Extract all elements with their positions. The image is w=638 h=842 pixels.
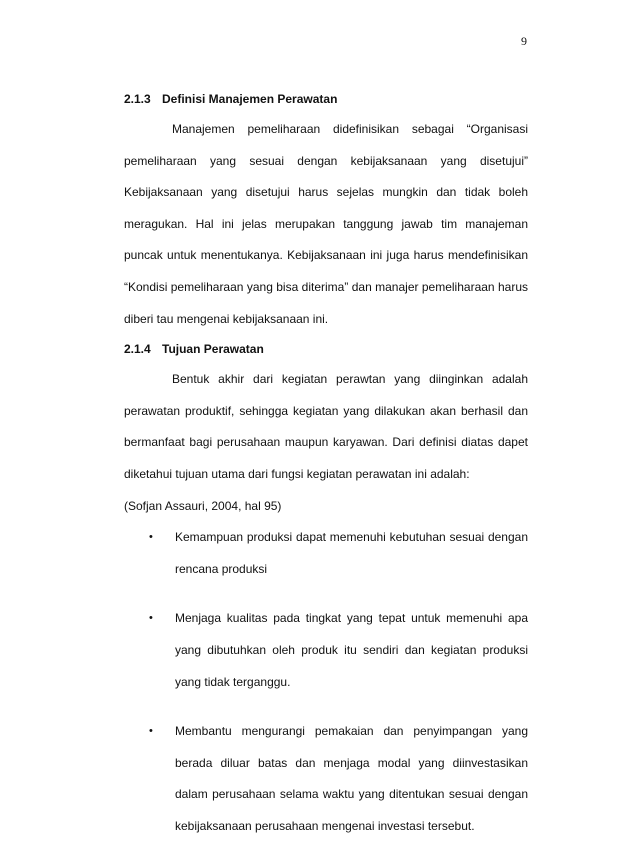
bullet-icon: • xyxy=(149,612,153,625)
section-heading-2-1-3 xyxy=(124,89,528,110)
citation: (Sofjan Assauri, 2004, hal 95) xyxy=(124,498,282,513)
bullet-list xyxy=(124,522,528,842)
section-number: 2.1.4 xyxy=(124,342,151,357)
bullet-icon: • xyxy=(149,725,153,738)
list-item-text: Menjaga kualitas pada tingkat yang tepat untuk memenuhi apa yang dibutuhkan oleh produk itu sendiri dan kegiatan produksi yang tidak terganggu. xyxy=(175,611,528,689)
list-item xyxy=(124,716,528,842)
section-number: 2.1.3 xyxy=(124,92,151,106)
list-item xyxy=(124,522,528,585)
section-heading-2-1-4 xyxy=(124,339,528,360)
list-item-text: Membantu mengurangi pemakaian dan penyimpangan yang berada diluar batas dan menjaga modal yang diinvestasikan dalam perusahaan selama waktu yang ditentukan sesuai dengan kebijaksanaan perusahaan mengenai investasi tersebut. xyxy=(175,724,528,833)
list-item-text: Kemampuan produksi dapat memenuhi kebutuhan sesuai dengan rencana produksi xyxy=(175,530,528,576)
section-title: Definisi Manajemen Perawatan xyxy=(162,92,338,106)
list-item xyxy=(124,603,528,698)
bullet-icon: • xyxy=(149,531,153,544)
section-title: Tujuan Perawatan xyxy=(162,342,264,357)
paragraph-tujuan: Bentuk akhir dari kegiatan perawtan yang diinginkan adalah perawatan produktif, sehingga kegiatan yang dilakukan akan berhasil dan bermanfaat bagi perusahaan maupun karyawan. Dari definisi diatas dapet diketahui tujuan utama dari fungsi kegiatan perawatan ini adalah: xyxy=(124,372,528,481)
paragraph-definisi: Manajemen pemeliharaan didefinisikan sebagai “Organisasi pemeliharaan yang sesuai dengan kebijaksanaan yang disetujui” Kebijaksanaan yang disetujui harus sejelas mungkin dan tidak boleh meragukan. Hal ini jelas merupakan tanggung jawab tim manajeman puncak untuk menentukanya. Kebijaksanaan ini juga harus mendefinisikan “Kondisi pemeliharaan yang bisa diterima” dan manajer pemeliharaan harus diberi tau mengenai kebijaksanaan ini. xyxy=(124,122,528,326)
page-number: 9 xyxy=(521,34,527,48)
page-content xyxy=(124,89,528,842)
